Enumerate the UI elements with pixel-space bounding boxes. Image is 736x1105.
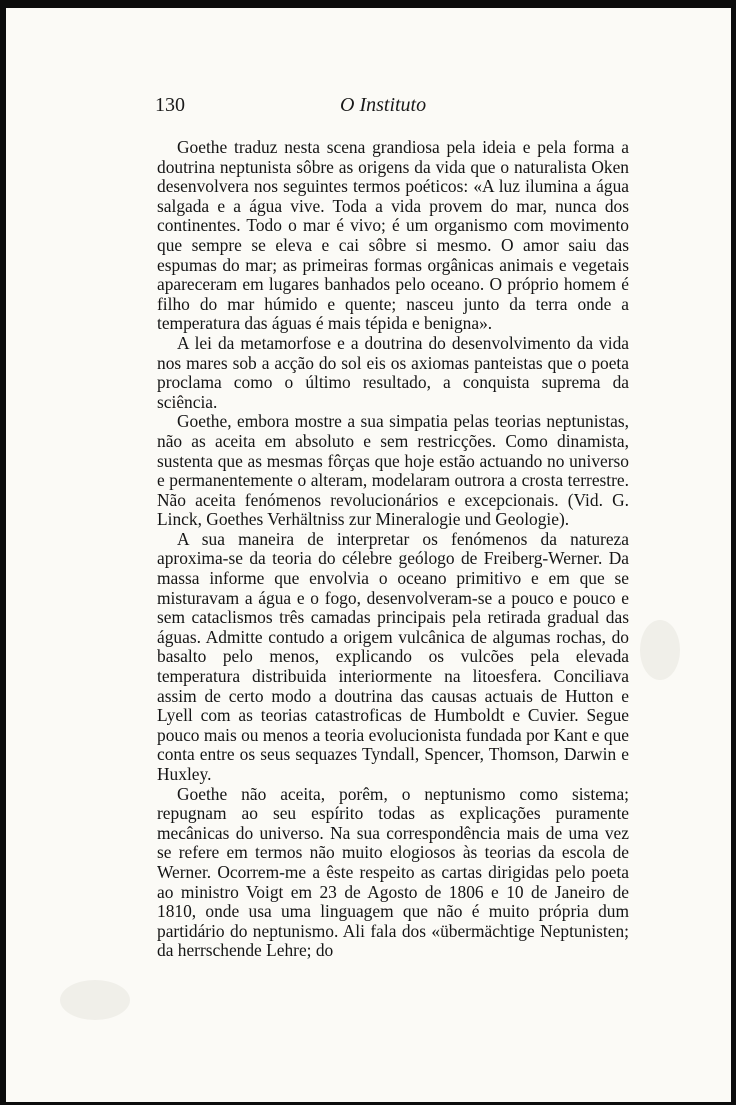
scan-border-right bbox=[731, 0, 736, 1105]
page-number: 130 bbox=[155, 94, 185, 116]
paragraph: Goethe traduz nesta scena grandiosa pela ideia e pela forma a doutrina neptunista sôbre as origens da vida que o naturalista Oken desenvolvera nos seguintes termos poéticos: «A luz ilumina a água salgada e a água vive. Toda a vida provem do mar, nunca dos continentes. Todo o mar é vivo; é um organismo com movimento que sempre se eleva e cai sôbre si mesmo. O amor saiu das espumas do mar; as primeiras formas orgânicas animais e vegetais apareceram em lugares banhados pelo oceano. O próprio homem é filho do mar húmido e quente; nasceu junto da terra onde a temperatura das águas é mais tépida e benigna». bbox=[157, 137, 629, 334]
paper-stain bbox=[640, 620, 680, 680]
running-title: O Instituto bbox=[340, 94, 427, 116]
paragraph: A lei da metamorfose e a doutrina do desenvolvimento da vida nos mares sob a acção do sol eis os axiomas panteistas que o poeta proclama como o último resultado, a conquista suprema da sciência. bbox=[157, 332, 629, 412]
body-text bbox=[157, 138, 629, 961]
page-header bbox=[155, 94, 630, 118]
scan-border-top bbox=[0, 0, 736, 8]
paper-stain bbox=[60, 980, 130, 1020]
paragraph: A sua maneira de interpretar os fenómenos da natureza aproxima-se da teoria do célebre geólogo de Freiberg-Werner. Da massa informe que envolvia o oceano primitivo e em que se misturavam a água e o fogo, desenvolveram-se a pouco e pouco e sem cataclismos três camadas principais pela retirada gradual das águas. Admitte contudo a origem vulcânica de algumas rochas, do basalto pelo menos, explicando os vulcões pela elevada temperatura distribuida interiormente na litoesfera. Conciliava assim de certo modo a doutrina das causas actuais de Hutton e Lyell com as teorias catastroficas de Humboldt e Cuvier. Segue pouco mais ou menos a teoria evolucionista fundada por Kant e que conta entre os seus sequazes Tyndall, Spencer, Thomson, Darwin e Huxley. bbox=[157, 528, 629, 784]
paragraph: Goethe, embora mostre a sua simpatia pelas teorias neptunistas, não as aceita em absoluto e sem restricções. Como dinamista, sustenta que as mesmas fôrças que hoje estão actuando no universo e permanentemente o alteram, modelaram outrora a crosta terrestre. Não aceita fenómenos revolucionários e excepcionais. (Vid. G. Linck, Goethes Verhältniss zur Mineralogie und Geologie). bbox=[157, 411, 629, 530]
scan-border-left bbox=[0, 0, 6, 1105]
paragraph: Goethe não aceita, porêm, o neptunismo como sistema; repugnam ao seu espírito todas as explicações puramente mecânicas do universo. Na sua correspondência mais de uma vez se refere em termos não muito elogiosos às teorias da escola de Werner. Ocorrem-me a êste respeito as cartas dirigidas pelo poeta ao ministro Voigt em 23 de Agosto de 1806 e 10 de Janeiro de 1810, onde usa uma linguagem que não é muito própria dum partidário do neptunismo. Ali fala dos «übermächtige Neptunisten; da herrschende Lehre; do bbox=[157, 783, 629, 961]
